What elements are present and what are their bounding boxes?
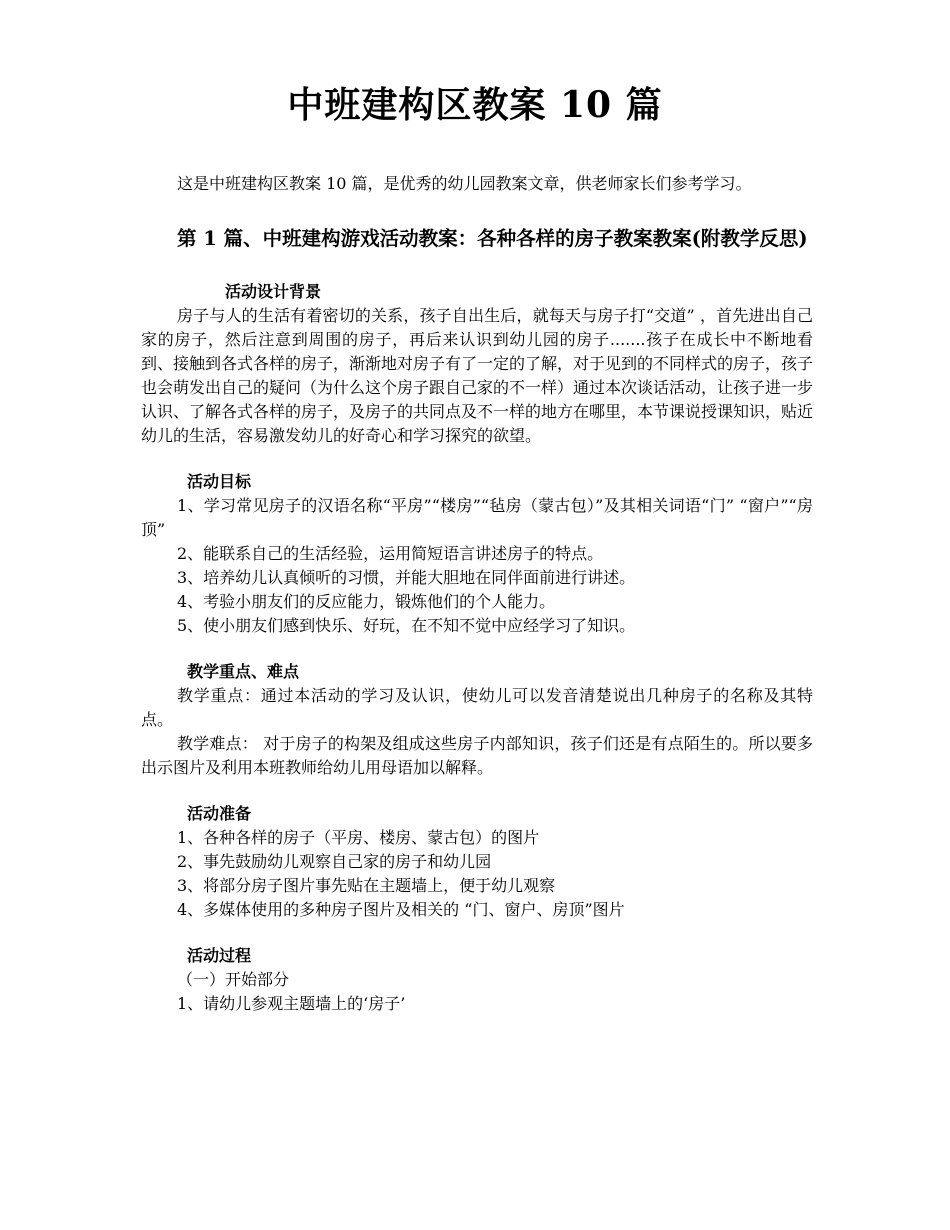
background-paragraph: 房子与人的生活有着密切的关系，孩子自出生后，就每天与房子打“交道” ，首先进出自己家的房子，然后注意到周围的房子，再后来认识到幼儿园的房子.......孩子在成长中不断地看到、接触到各式各样的房子，渐渐地对房子有了一定的了解，对于见到的不同样式的房子，孩子也会萌发出自己的疑问（为什么这个房子跟自己家的不一样）通过本次谈话活动，让孩子进一步认识、了解各式各样的房子，及房子的共同点及不一样的地方在哪里，本节课说授课知识，贴近幼儿的生活，容易激发幼儿的好奇心和学习探究的欲望。 (141, 306, 814, 445)
document-title: 中班建构区教案 10 篇 (287, 84, 663, 126)
section-heading-process: 活动过程 (187, 946, 252, 965)
preparation-item: 1、各种各样的房子（平房、楼房、蒙古包）的图片 (177, 828, 540, 847)
preparation-item: 4、多媒体使用的多种房子图片及相关的 “门、窗户、房顶”图片 (177, 900, 625, 919)
process-item: （一）开始部分 (177, 970, 290, 989)
spacer (141, 638, 813, 660)
article-heading: 第 1 篇、中班建构游戏活动教案：各种各样的房子教案教案(附教学反思) (177, 227, 808, 250)
goal-item: 3、培养幼儿认真倾听的习惯，并能大胆地在同伴面前进行讲述。 (177, 568, 636, 587)
section-heading-goals: 活动目标 (187, 472, 252, 491)
key-point-item: 教学难点： 对于房子的构架及组成这些房子内部知识，孩子们还是有点陌生的。所以要多出示图片及利用本班教师给幼儿用母语加以解释。 (141, 734, 813, 777)
goal-item: 5、使小朋友们感到快乐、好玩，在不知不觉中应经学习了知识。 (177, 616, 636, 635)
spacer (141, 780, 813, 802)
preparation-item: 3、将部分房子图片事先贴在主题墙上，便于幼儿观察 (177, 876, 556, 895)
goal-item: 4、考验小朋友们的反应能力，锻炼他们的个人能力。 (177, 592, 556, 611)
goal-item: 2、能联系自己的生活经验，运用简短语言讲述房子的特点。 (177, 544, 604, 563)
document-body (141, 172, 813, 1016)
section-heading-preparation: 活动准备 (187, 804, 252, 823)
process-item: 1、请幼儿参观主题墙上的‘房子’ (177, 994, 406, 1013)
section-heading-key-points: 教学重点、难点 (187, 662, 300, 681)
goal-item: 1、学习常见房子的汉语名称“平房”“楼房”“毡房（蒙古包）”及其相关词语“门” “窗户”“房顶” (141, 496, 813, 539)
section-heading-background: 活动设计背景 (225, 282, 322, 301)
intro-paragraph: 这是中班建构区教案 10 篇，是优秀的幼儿园教案文章，供老师家长们参考学习。 (177, 174, 752, 193)
preparation-item: 2、事先鼓励幼儿观察自己家的房子和幼儿园 (177, 852, 492, 871)
spacer (141, 448, 813, 470)
spacer (141, 922, 813, 944)
key-point-item: 教学重点：通过本活动的学习及认识，使幼儿可以发音清楚说出几种房子的名称及其特点。 (141, 686, 813, 729)
